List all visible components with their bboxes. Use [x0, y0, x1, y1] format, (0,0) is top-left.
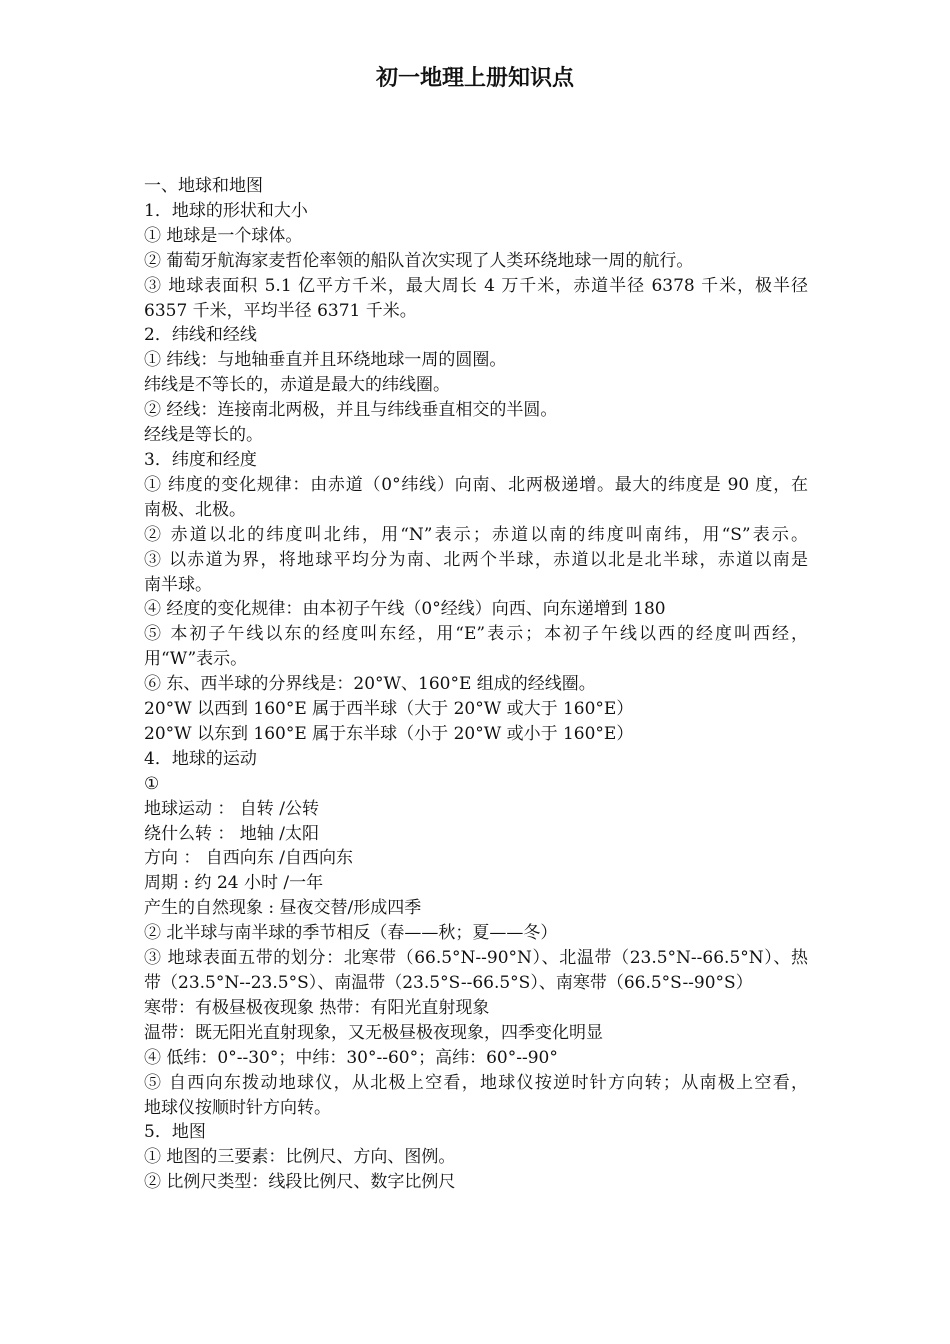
text-line: ② 经线：连接南北两极，并且与纬线垂直相交的半圆。: [144, 400, 558, 421]
text-line: ⑤ 本初子午线以东的经度叫东经，用“E”表示；本初子午线以西的经度叫西经，: [144, 624, 808, 645]
text-line: 2．纬线和经线: [144, 325, 257, 346]
text-line: 20°W 以西到 160°E 属于西半球（大于 20°W 或大于 160°E）: [144, 699, 634, 720]
text-line: 6357 千米，平均半径 6371 千米。: [144, 300, 417, 321]
text-line: 纬线是不等长的，赤道是最大的纬线圈。: [144, 375, 450, 396]
text-line: ④ 经度的变化规律：由本初子午线（0°经线）向西、向东递增到 180: [144, 599, 666, 620]
text-line: 3．纬度和经度: [144, 449, 257, 470]
text-line: ④ 低纬：0°--30°；中纬：30°--60°；高纬：60°--90°: [144, 1047, 558, 1068]
text-line: 寒带：有极昼极夜现象 热带：有阳光直射现象: [144, 997, 490, 1018]
text-line: 温带：既无阳光直射现象，又无极昼极夜现象，四季变化明显: [144, 1022, 603, 1043]
text-line: ③ 地球表面五带的划分：北寒带（66.5°N--90°N）、北温带（23.5°N--66.5°N）、热: [144, 948, 808, 969]
text-line: ⑤ 自西向东拨动地球仪，从北极上空看，地球仪按逆时针方向转；从南极上空看，: [144, 1072, 808, 1093]
text-line: 20°W 以东到 160°E 属于东半球（小于 20°W 或小于 160°E）: [144, 723, 634, 744]
text-line: 产生的自然现象 : 昼夜交替/形成四季: [144, 898, 422, 919]
text-line: 地球仪按顺时针方向转。: [144, 1097, 331, 1118]
document-body: [144, 174, 808, 1195]
text-line: 南半球。: [144, 574, 212, 595]
text-line: ③ 以赤道为界，将地球平均分为南、北两个半球，赤道以北是北半球，赤道以南是: [144, 549, 808, 570]
text-line: 4．地球的运动: [144, 748, 257, 769]
text-line: 1．地球的形状和大小: [144, 200, 308, 221]
text-line: ② 比例尺类型：线段比例尺、数字比例尺: [144, 1172, 456, 1193]
text-line: ⑥ 东、西半球的分界线是：20°W、160°E 组成的经线圈。: [144, 674, 596, 695]
text-line: ② 北半球与南半球的季节相反（春——秋；夏——冬）: [144, 923, 558, 944]
text-line: ①: [144, 773, 160, 794]
text-line: ① 纬线：与地轴垂直并且环绕地球一周的圆圈。: [144, 350, 507, 371]
text-line: 周期 : 约 24 小时 /一年: [144, 873, 324, 894]
text-line: 5．地图: [144, 1122, 206, 1143]
text-line: 经线是等长的。: [144, 425, 263, 446]
text-line: 地球运动 ： 自转 /公转: [144, 798, 319, 819]
text-line: 方向 ： 自西向东 /自西向东: [144, 848, 353, 869]
text-line: 带（23.5°N--23.5°S）、南温带（23.5°S--66.5°S）、南寒带（66.5°S--90°S）: [144, 973, 753, 993]
text-line: 一、地球和地图: [144, 176, 263, 196]
text-line: ① 地球是一个球体。: [144, 225, 303, 246]
text-line: ① 纬度的变化规律：由赤道（0°纬线）向南、北两极递增。最大的纬度是 90 度，在: [144, 474, 808, 495]
text-line: ② 赤道以北的纬度叫北纬，用“N”表示；赤道以南的纬度叫南纬，用“S”表示。: [144, 524, 808, 545]
text-line: ③ 地球表面积 5.1 亿平方千米，最大周长 4 万千米，赤道半径 6378 千米，极半径: [144, 275, 808, 296]
page-title: 初一地理上册知识点: [375, 66, 574, 91]
text-line: ① 地图的三要素：比例尺、方向、图例。: [144, 1147, 456, 1168]
text-line: ② 葡萄牙航海家麦哲伦率领的船队首次实现了人类环绕地球一周的航行。: [144, 250, 694, 271]
text-line: 南极、北极。: [144, 499, 246, 520]
text-line: 绕什么转 ： 地轴 /太阳: [144, 823, 319, 844]
text-line: 用“W”表示。: [144, 649, 248, 670]
